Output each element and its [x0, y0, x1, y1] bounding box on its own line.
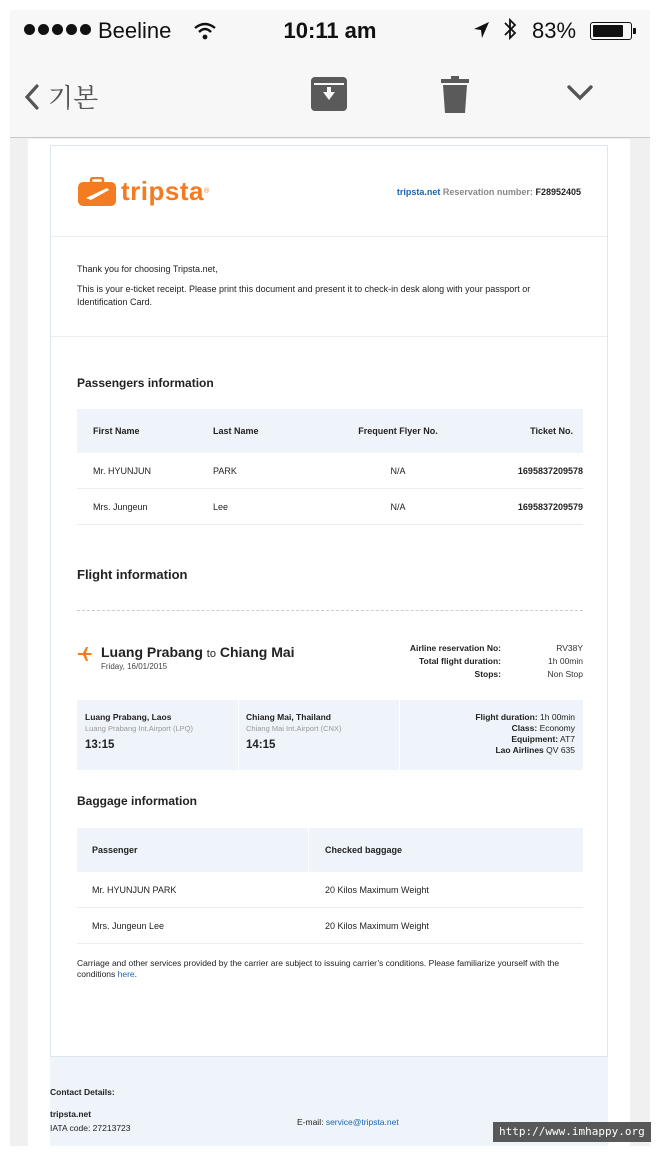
column-header: Ticket No.: [530, 426, 573, 436]
contact-email: [297, 1117, 399, 1127]
reservation-label: Reservation number:: [442, 187, 533, 197]
frequent-flyer: N/A: [390, 465, 406, 476]
flight-segment: [77, 700, 583, 770]
column-header: Last Name: [213, 426, 259, 436]
back-button[interactable]: [24, 78, 98, 115]
baggage-allowance: 20 Kilos Maximum Weight: [325, 920, 429, 931]
greeting: Thank you for choosing Tripsta.net,: [77, 264, 218, 274]
column-header: Checked baggage: [325, 845, 403, 855]
flight-number: QV 635: [546, 745, 575, 755]
route-connector: to: [206, 648, 216, 660]
baggage-title: Baggage information: [77, 794, 198, 808]
chevron-left-icon: [24, 84, 40, 110]
column-header: Frequent Flyer No.: [358, 426, 438, 436]
table-row: [77, 453, 583, 489]
brand-name: tripsta: [121, 176, 204, 206]
table-row: [77, 489, 583, 525]
departure-city: Luang Prabang, Laos: [85, 712, 172, 722]
eticket-card: [50, 145, 608, 1057]
ticket-number: 1695837209579: [517, 501, 583, 512]
duration-label: Flight duration:: [475, 712, 538, 722]
suitcase-plane-icon: [77, 177, 117, 207]
next-message-button[interactable]: [566, 84, 594, 107]
email-label: E-mail:: [297, 1117, 324, 1127]
archive-icon: [310, 76, 348, 112]
email-body[interactable]: [28, 139, 630, 1146]
class-value: Economy: [539, 723, 575, 733]
flight-date: Friday, 16/01/2015: [101, 662, 168, 671]
flight-summary: [77, 642, 583, 678]
table-row: [77, 872, 583, 908]
conditions-text: Carriage and other services provided by the carrier are subject to issuing carrier’s conditions. Please familiarize yourself with the conditions: [77, 958, 560, 979]
flight-title: Flight information: [77, 567, 188, 582]
contact-title: Contact Details:: [50, 1087, 115, 1097]
conditions-link[interactable]: here: [117, 969, 135, 979]
tripsta-logo: tripsta ®: [77, 176, 209, 207]
meta-label: Stops:: [474, 669, 501, 679]
duration-value: 1h 00min: [540, 712, 575, 722]
site-link[interactable]: tripsta.net: [396, 187, 441, 197]
mail-toolbar: [10, 54, 650, 138]
back-label: 기본: [48, 83, 99, 113]
trash-icon: [440, 76, 470, 114]
meta-label: Total flight duration:: [419, 656, 501, 666]
phone-screen: [10, 10, 650, 1146]
contact-site: tripsta.net: [50, 1109, 92, 1119]
eticket-header: [51, 146, 607, 237]
column-header: First Name: [93, 426, 140, 436]
note-period: .: [134, 969, 138, 979]
meta-value: Non Stop: [547, 669, 583, 679]
segment-details: [475, 712, 575, 756]
departure: [85, 712, 193, 751]
battery-icon: [590, 22, 632, 40]
delete-button[interactable]: [440, 76, 470, 119]
column-header: Passenger: [77, 828, 309, 872]
status-bar: [10, 10, 650, 54]
arrival-airport: Chiang Mai Int.Airport (CNX): [246, 724, 342, 733]
meta-value: 1h 00min: [548, 656, 583, 666]
chevron-down-icon: [566, 84, 594, 102]
meta-label: Airline reservation No:: [409, 643, 501, 653]
passengers-title: Passengers information: [77, 376, 214, 390]
arrival-time: 14:15: [246, 739, 276, 751]
table-header-row: [77, 828, 583, 872]
route: [101, 644, 295, 660]
divider: [77, 610, 583, 611]
bluetooth-icon: [502, 16, 518, 48]
archive-button[interactable]: [310, 76, 348, 117]
airplane-icon: [77, 646, 93, 662]
equipment-label: Equipment:: [511, 734, 559, 744]
baggage-passenger: Mr. HYUNJUN PARK: [92, 884, 177, 895]
clock: 10:11 am: [283, 18, 377, 43]
carrier-name: Beeline: [98, 18, 172, 43]
table-row: [77, 908, 583, 944]
table-header-row: [77, 409, 583, 453]
first-name: Mr. HYUNJUN: [93, 465, 151, 476]
watermark: http://www.imhappy.org: [493, 1122, 651, 1142]
equipment-value: AT7: [560, 734, 575, 744]
origin-city: Luang Prabang: [101, 644, 203, 660]
baggage-table: [77, 828, 583, 944]
ticket-number: 1695837209578: [517, 465, 583, 476]
last-name: Lee: [213, 501, 229, 512]
frequent-flyer: N/A: [390, 501, 406, 512]
first-name: Mrs. Jungeun: [93, 501, 148, 512]
divider: [238, 700, 239, 770]
baggage-allowance: 20 Kilos Maximum Weight: [325, 884, 429, 895]
divider: [399, 700, 400, 770]
departure-airport: Luang Prabang Int.Airport (LPQ): [85, 724, 193, 733]
class-label: Class:: [511, 723, 538, 733]
flight-meta: [401, 642, 583, 681]
location-arrow-icon: [472, 20, 490, 46]
last-name: PARK: [213, 465, 237, 476]
passengers-table: [77, 409, 583, 525]
destination-city: Chiang Mai: [219, 644, 295, 660]
receipt-instructions: This is your e-ticket receipt. Please print this document and present it to check-in desk along with your passport or Identification Card.: [77, 284, 531, 307]
conditions-note: [77, 958, 583, 980]
arrival-city: Chiang Mai, Thailand: [246, 712, 332, 722]
email-link[interactable]: service@tripsta.net: [325, 1117, 399, 1127]
reservation-info: [397, 187, 581, 197]
intro-text: [51, 237, 607, 337]
departure-time: 13:15: [85, 739, 115, 751]
arrival: [246, 712, 341, 751]
reservation-number: F28952405: [535, 187, 581, 197]
iata-code: IATA code: 27213723: [50, 1123, 131, 1133]
battery-percentage: 83%: [532, 18, 577, 43]
baggage-passenger: Mrs. Jungeun Lee: [92, 920, 165, 931]
airline-name: Lao Airlines: [495, 745, 544, 755]
meta-value: RV38Y: [556, 643, 583, 653]
